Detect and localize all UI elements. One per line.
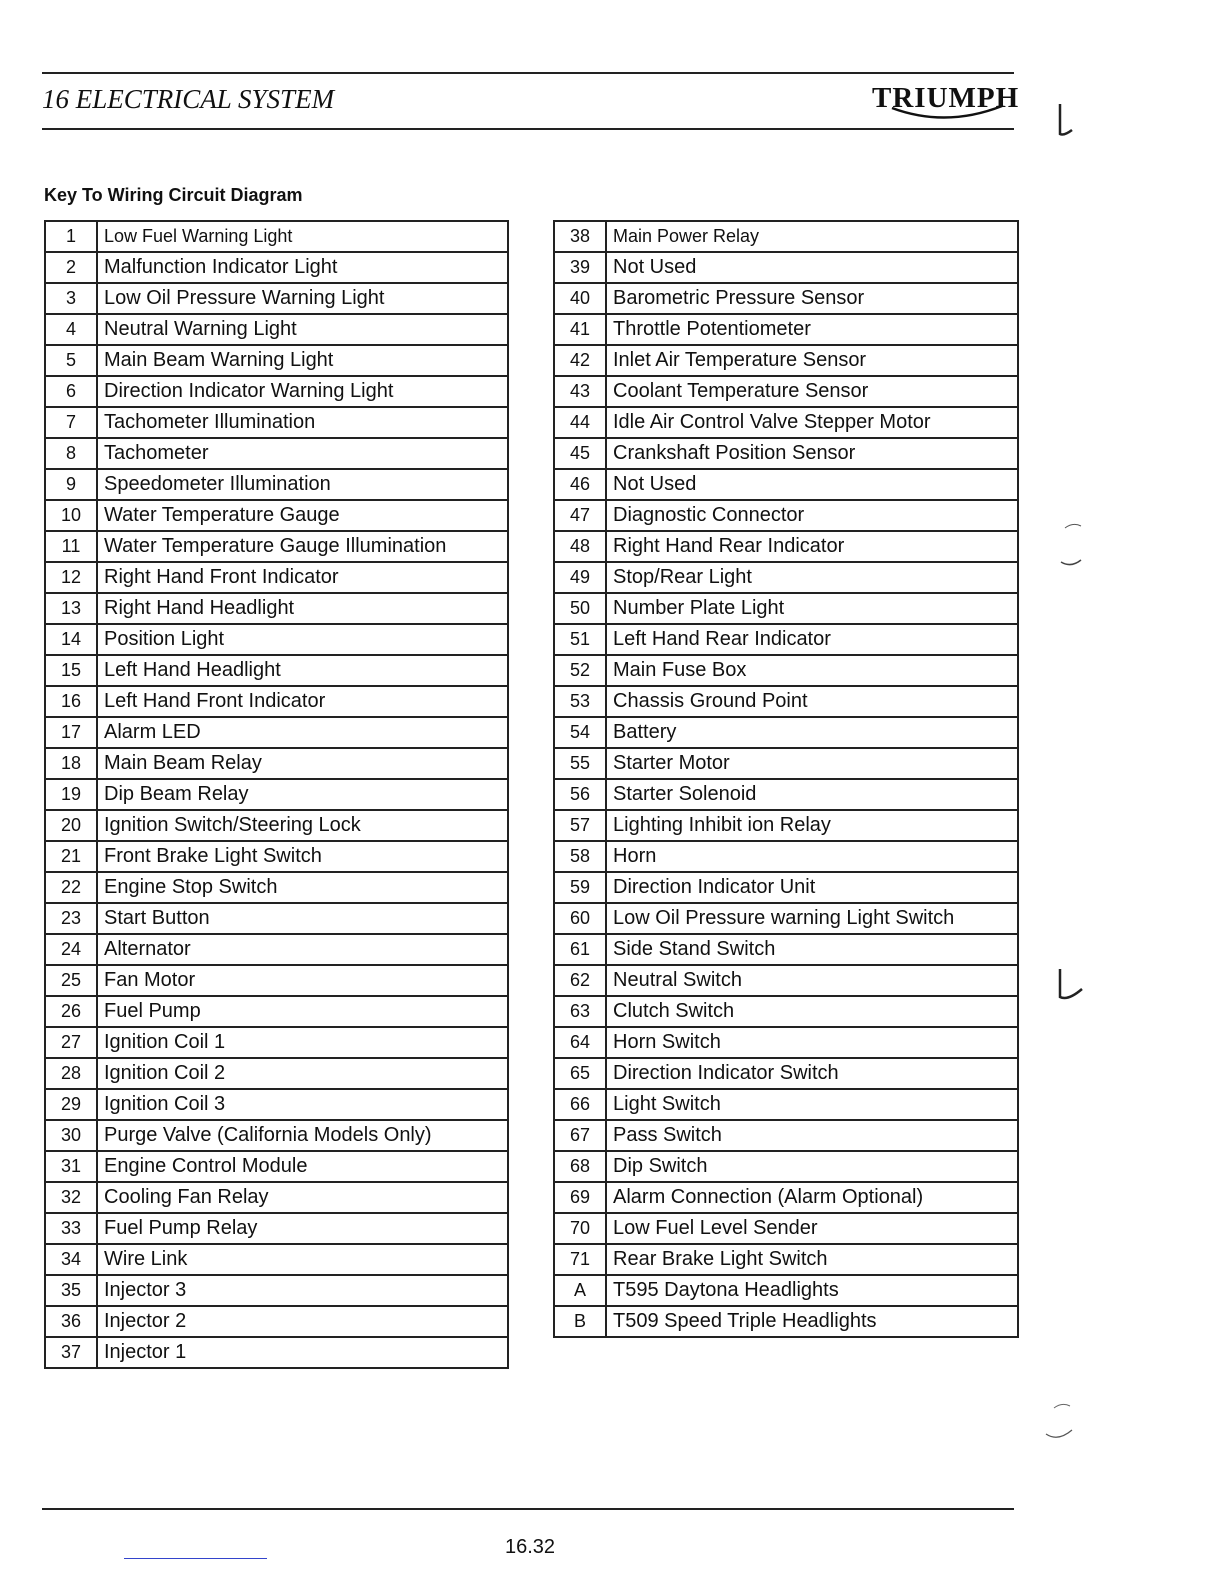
table-row — [554, 562, 1018, 593]
item-description: Direction Indicator Switch — [606, 1058, 1018, 1089]
table-row — [45, 1275, 508, 1306]
link-underline — [124, 1558, 267, 1559]
item-description: Low Oil Pressure warning Light Switch — [606, 903, 1018, 934]
item-description: T595 Daytona Headlights — [606, 1275, 1018, 1306]
item-description: Low Fuel Warning Light — [97, 221, 508, 252]
item-number: 54 — [554, 717, 606, 748]
item-description: Tachometer Illumination — [97, 407, 508, 438]
table-row — [45, 500, 508, 531]
table-row — [554, 655, 1018, 686]
item-number: 29 — [45, 1089, 97, 1120]
table-row — [45, 562, 508, 593]
table-row — [45, 531, 508, 562]
item-description: Horn — [606, 841, 1018, 872]
item-description: Cooling Fan Relay — [97, 1182, 508, 1213]
item-number: 60 — [554, 903, 606, 934]
item-description: Throttle Potentiometer — [606, 314, 1018, 345]
item-number: 11 — [45, 531, 97, 562]
item-description: Light Switch — [606, 1089, 1018, 1120]
table-row — [554, 252, 1018, 283]
item-number: 32 — [45, 1182, 97, 1213]
item-number: 23 — [45, 903, 97, 934]
table-row — [45, 593, 508, 624]
table-row — [45, 1244, 508, 1275]
item-description: Right Hand Front Indicator — [97, 562, 508, 593]
item-description: Crankshaft Position Sensor — [606, 438, 1018, 469]
table-row — [45, 376, 508, 407]
item-description: Horn Switch — [606, 1027, 1018, 1058]
table-row — [554, 314, 1018, 345]
item-description: Dip Beam Relay — [97, 779, 508, 810]
item-number: 22 — [45, 872, 97, 903]
item-description: Neutral Switch — [606, 965, 1018, 996]
item-description: Purge Valve (California Models Only) — [97, 1120, 508, 1151]
item-description: Diagnostic Connector — [606, 500, 1018, 531]
item-description: Wire Link — [97, 1244, 508, 1275]
table-row — [45, 965, 508, 996]
item-description: Front Brake Light Switch — [97, 841, 508, 872]
item-description: Direction Indicator Warning Light — [97, 376, 508, 407]
item-number: 41 — [554, 314, 606, 345]
item-description: Inlet Air Temperature Sensor — [606, 345, 1018, 376]
item-number: 55 — [554, 748, 606, 779]
item-description: Water Temperature Gauge — [97, 500, 508, 531]
table-row — [554, 686, 1018, 717]
item-description: Low Oil Pressure Warning Light — [97, 283, 508, 314]
item-number: 71 — [554, 1244, 606, 1275]
item-description: Battery — [606, 717, 1018, 748]
table-row — [554, 1089, 1018, 1120]
item-number: 21 — [45, 841, 97, 872]
item-number: 45 — [554, 438, 606, 469]
item-number: B — [554, 1306, 606, 1337]
table-row — [45, 810, 508, 841]
item-number: 17 — [45, 717, 97, 748]
item-number: 52 — [554, 655, 606, 686]
item-number: 49 — [554, 562, 606, 593]
table-row — [45, 345, 508, 376]
table-row — [554, 531, 1018, 562]
item-description: Dip Switch — [606, 1151, 1018, 1182]
table-row — [45, 841, 508, 872]
item-description: Left Hand Headlight — [97, 655, 508, 686]
table-row — [554, 717, 1018, 748]
item-number: 39 — [554, 252, 606, 283]
item-description: Not Used — [606, 469, 1018, 500]
item-number: 57 — [554, 810, 606, 841]
table-row — [45, 252, 508, 283]
table-row — [45, 1089, 508, 1120]
item-number: 66 — [554, 1089, 606, 1120]
wiring-key-table-left — [44, 220, 509, 1369]
item-number: 40 — [554, 283, 606, 314]
item-number: 50 — [554, 593, 606, 624]
item-description: Left Hand Rear Indicator — [606, 624, 1018, 655]
table-row — [554, 841, 1018, 872]
margin-curve-icon-2 — [1040, 1400, 1080, 1450]
item-number: 3 — [45, 283, 97, 314]
item-description: Not Used — [606, 252, 1018, 283]
item-number: 47 — [554, 500, 606, 531]
item-description: Chassis Ground Point — [606, 686, 1018, 717]
table-row — [45, 748, 508, 779]
item-number: 12 — [45, 562, 97, 593]
table-row — [554, 500, 1018, 531]
item-number: 56 — [554, 779, 606, 810]
table-row — [45, 314, 508, 345]
wiring-key-table-right — [553, 220, 1019, 1338]
table-row — [554, 407, 1018, 438]
item-description: Fan Motor — [97, 965, 508, 996]
table-row — [554, 1306, 1018, 1337]
item-description: Right Hand Rear Indicator — [606, 531, 1018, 562]
item-number: 25 — [45, 965, 97, 996]
item-number: 7 — [45, 407, 97, 438]
item-description: Side Stand Switch — [606, 934, 1018, 965]
item-description: Starter Solenoid — [606, 779, 1018, 810]
item-number: 13 — [45, 593, 97, 624]
item-number: 64 — [554, 1027, 606, 1058]
item-description: Position Light — [97, 624, 508, 655]
item-description: Injector 2 — [97, 1306, 508, 1337]
table-row — [554, 1275, 1018, 1306]
item-number: 37 — [45, 1337, 97, 1368]
item-description: Number Plate Light — [606, 593, 1018, 624]
item-description: Fuel Pump — [97, 996, 508, 1027]
item-description: Left Hand Front Indicator — [97, 686, 508, 717]
item-description: Alternator — [97, 934, 508, 965]
table-row — [554, 221, 1018, 252]
table-row — [45, 872, 508, 903]
item-number: 51 — [554, 624, 606, 655]
table-row — [554, 469, 1018, 500]
item-description: Engine Control Module — [97, 1151, 508, 1182]
table-row — [45, 903, 508, 934]
table-row — [554, 1213, 1018, 1244]
table-row — [45, 655, 508, 686]
table-row — [554, 872, 1018, 903]
table-row — [554, 624, 1018, 655]
table-heading: Key To Wiring Circuit Diagram — [44, 185, 303, 205]
table-row — [554, 376, 1018, 407]
table-row — [45, 779, 508, 810]
table-row — [45, 624, 508, 655]
table-row — [45, 1306, 508, 1337]
item-number: 69 — [554, 1182, 606, 1213]
item-number: 14 — [45, 624, 97, 655]
item-number: 59 — [554, 872, 606, 903]
item-number: 61 — [554, 934, 606, 965]
item-number: 68 — [554, 1151, 606, 1182]
item-description: Speedometer Illumination — [97, 469, 508, 500]
item-number: 65 — [554, 1058, 606, 1089]
table-row — [554, 903, 1018, 934]
item-number: 5 — [45, 345, 97, 376]
table-row — [45, 407, 508, 438]
item-description: Engine Stop Switch — [97, 872, 508, 903]
item-description: T509 Speed Triple Headlights — [606, 1306, 1018, 1337]
item-number: 15 — [45, 655, 97, 686]
item-number: 38 — [554, 221, 606, 252]
item-number: 19 — [45, 779, 97, 810]
table-row — [554, 345, 1018, 376]
item-description: Start Button — [97, 903, 508, 934]
item-description: Water Temperature Gauge Illumination — [97, 531, 508, 562]
item-number: A — [554, 1275, 606, 1306]
page-number: 16.32 — [504, 1536, 556, 1558]
item-description: Ignition Coil 3 — [97, 1089, 508, 1120]
table-row — [45, 469, 508, 500]
item-description: Rear Brake Light Switch — [606, 1244, 1018, 1275]
item-number: 20 — [45, 810, 97, 841]
item-number: 27 — [45, 1027, 97, 1058]
item-description: Alarm Connection (Alarm Optional) — [606, 1182, 1018, 1213]
item-number: 46 — [554, 469, 606, 500]
table-row — [554, 1182, 1018, 1213]
item-number: 4 — [45, 314, 97, 345]
table-row — [45, 1182, 508, 1213]
table-row — [554, 1120, 1018, 1151]
table-row — [554, 1027, 1018, 1058]
table-row — [45, 1058, 508, 1089]
item-description: Low Fuel Level Sender — [606, 1213, 1018, 1244]
item-description: Starter Motor — [606, 748, 1018, 779]
item-number: 26 — [45, 996, 97, 1027]
item-description: Coolant Temperature Sensor — [606, 376, 1018, 407]
footer-rule — [42, 1508, 1014, 1510]
table-row — [45, 438, 508, 469]
table-row — [554, 810, 1018, 841]
item-number: 70 — [554, 1213, 606, 1244]
item-description: Tachometer — [97, 438, 508, 469]
item-number: 28 — [45, 1058, 97, 1089]
section-title: 16 ELECTRICAL SYSTEM — [42, 84, 335, 114]
item-number: 31 — [45, 1151, 97, 1182]
table-row — [554, 934, 1018, 965]
item-number: 67 — [554, 1120, 606, 1151]
item-description: Lighting Inhibit ion Relay — [606, 810, 1018, 841]
margin-bracket-icon-2 — [1050, 965, 1090, 1005]
item-number: 48 — [554, 531, 606, 562]
item-number: 24 — [45, 934, 97, 965]
item-number: 18 — [45, 748, 97, 779]
item-description: Fuel Pump Relay — [97, 1213, 508, 1244]
table-row — [554, 965, 1018, 996]
item-number: 34 — [45, 1244, 97, 1275]
item-number: 43 — [554, 376, 606, 407]
item-number: 53 — [554, 686, 606, 717]
item-description: Main Fuse Box — [606, 655, 1018, 686]
table-row — [45, 1213, 508, 1244]
table-row — [45, 1027, 508, 1058]
table-row — [45, 1151, 508, 1182]
item-number: 8 — [45, 438, 97, 469]
item-number: 9 — [45, 469, 97, 500]
item-description: Pass Switch — [606, 1120, 1018, 1151]
item-description: Stop/Rear Light — [606, 562, 1018, 593]
table-row — [554, 283, 1018, 314]
table-row — [554, 593, 1018, 624]
table-row — [45, 283, 508, 314]
table-row — [45, 221, 508, 252]
header-bottom-rule — [42, 128, 1014, 130]
item-description: Ignition Coil 1 — [97, 1027, 508, 1058]
table-row — [554, 1244, 1018, 1275]
item-description: Injector 1 — [97, 1337, 508, 1368]
logo-swoosh-icon — [886, 102, 1006, 124]
table-row — [554, 438, 1018, 469]
table-row — [45, 996, 508, 1027]
item-description: Main Beam Warning Light — [97, 345, 508, 376]
table-row — [554, 1058, 1018, 1089]
item-number: 44 — [554, 407, 606, 438]
item-description: Barometric Pressure Sensor — [606, 283, 1018, 314]
item-description: Idle Air Control Valve Stepper Motor — [606, 407, 1018, 438]
item-description: Ignition Switch/Steering Lock — [97, 810, 508, 841]
item-number: 36 — [45, 1306, 97, 1337]
table-row — [554, 996, 1018, 1027]
table-row — [45, 686, 508, 717]
triumph-logo — [872, 80, 1020, 124]
table-row — [45, 1337, 508, 1368]
item-number: 1 — [45, 221, 97, 252]
table-row — [554, 748, 1018, 779]
item-description: Direction Indicator Unit — [606, 872, 1018, 903]
margin-bracket-icon — [1050, 100, 1080, 140]
margin-curve-icon — [1055, 520, 1085, 570]
item-description: Main Beam Relay — [97, 748, 508, 779]
item-number: 42 — [554, 345, 606, 376]
table-row — [45, 1120, 508, 1151]
table-row — [554, 779, 1018, 810]
item-number: 62 — [554, 965, 606, 996]
item-description: Alarm LED — [97, 717, 508, 748]
brand-wordmark: TRIUMPH — [872, 82, 1020, 114]
item-number: 33 — [45, 1213, 97, 1244]
item-number: 63 — [554, 996, 606, 1027]
item-description: Main Power Relay — [606, 221, 1018, 252]
table-row — [45, 934, 508, 965]
table-row — [554, 1151, 1018, 1182]
item-description: Injector 3 — [97, 1275, 508, 1306]
item-description: Malfunction Indicator Light — [97, 252, 508, 283]
item-description: Ignition Coil 2 — [97, 1058, 508, 1089]
header-top-rule — [42, 72, 1014, 74]
item-description: Right Hand Headlight — [97, 593, 508, 624]
item-number: 10 — [45, 500, 97, 531]
item-description: Neutral Warning Light — [97, 314, 508, 345]
item-number: 30 — [45, 1120, 97, 1151]
item-number: 2 — [45, 252, 97, 283]
table-row — [45, 717, 508, 748]
item-number: 6 — [45, 376, 97, 407]
item-number: 16 — [45, 686, 97, 717]
item-number: 35 — [45, 1275, 97, 1306]
item-description: Clutch Switch — [606, 996, 1018, 1027]
item-number: 58 — [554, 841, 606, 872]
